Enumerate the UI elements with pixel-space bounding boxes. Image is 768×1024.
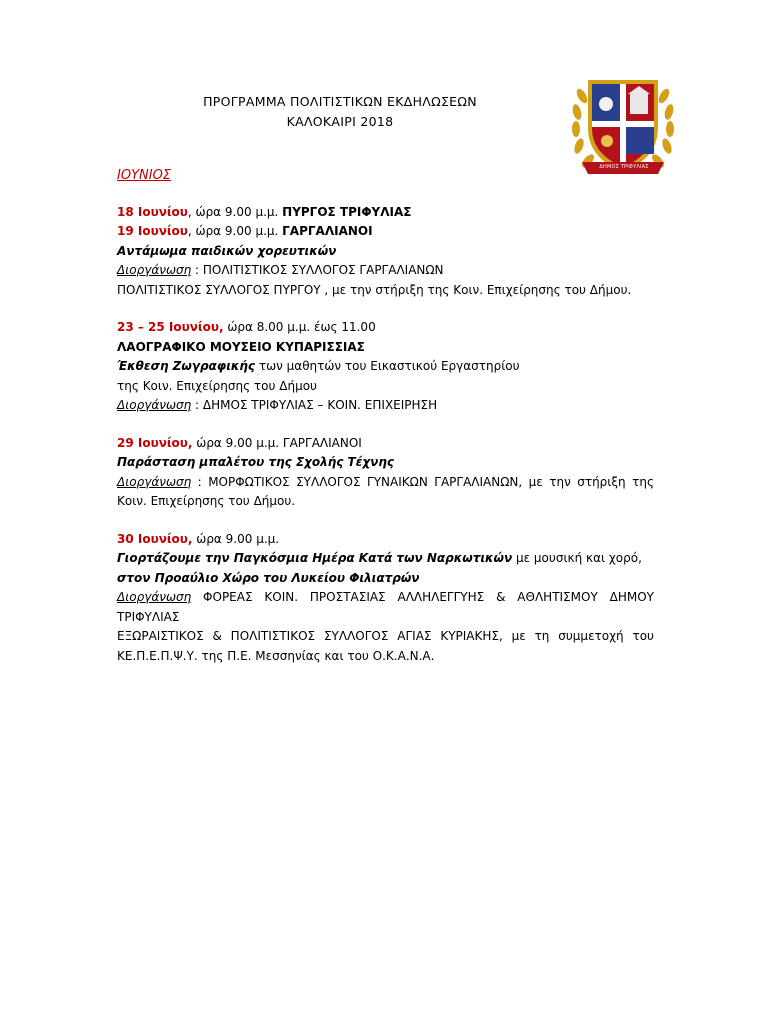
event-title: Γιορτάζουμε την Παγκόσμια Ημέρα Κατά των Ναρκωτικών [117, 551, 513, 565]
event-date: 19 Ιουνίου [117, 224, 188, 238]
event-date: 29 Ιουνίου, [117, 435, 193, 450]
event-date-line [117, 434, 654, 454]
organizer-text: ΦΟΡΕΑΣ ΚΟΙΝ. ΠΡΟΣΤΑΣΙΑΣ ΑΛΛΗΛΕΓΓΥΗΣ & ΑΘΛΗΤΙΣΜΟΥ ΔΗΜΟΥ ΤΡΙΦΥΛΙΑΣ [117, 590, 654, 624]
event-title: Παράσταση μπαλέτου της Σχολής Τέχνης [117, 455, 394, 469]
event-date-line [117, 318, 654, 338]
event-title: Έκθεση Ζωγραφικής [117, 359, 256, 373]
event-place: ΓΑΡΓΑΛΙΑΝΟΙ [282, 224, 373, 238]
organizer-line [117, 396, 654, 416]
event-time: , ώρα 9.00 μ.μ. [187, 224, 283, 238]
organizer-label: Διοργάνωση [117, 474, 192, 489]
organizer-label: Διοργάνωση [117, 263, 192, 277]
event-place: ΛΑΟΓΡΑΦΙΚΟ ΜΟΥΣΕΙΟ ΚΥΠΑΡΙΣΣΙΑΣ [117, 339, 365, 354]
event-description: της Κοιν. Επιχείρησης του Δήμου [117, 378, 317, 393]
month-heading: ΙΟΥΝΙΟΣ [117, 168, 172, 183]
document-body [117, 166, 654, 684]
event-title: Αντάμωμα παιδικών χορευτικών [117, 243, 337, 258]
event-title-line [117, 549, 654, 569]
event-section-june-18-19 [117, 203, 654, 301]
organizer-text: ΠΟΛΙΤΙΣΤΙΚΟΣ ΣΥΛΛΟΓΟΣ ΠΥΡΓΟΥ , με την στήριξη της Κοιν. Επιχείρησης του Δήμου. [117, 282, 632, 297]
event-place: στον Προαύλιο Χώρο του Λυκείου Φιλιατρών [117, 570, 420, 585]
title-line-1: ΠΡΟΓΡΑΜΜΑ ΠΟΛΙΤΙΣΤΙΚΩΝ ΕΚΔΗΛΩΣΕΩΝ [203, 94, 477, 109]
event-date-line [117, 222, 654, 242]
logo-caption: ΔΗΜΟΣ ΤΡΙΦΥΛΙΑΣ [599, 164, 649, 170]
organizer-line [117, 261, 654, 281]
event-description: των μαθητών του Εικαστικού Εργαστηρίου [255, 359, 520, 373]
organizer-label: Διοργάνωση [117, 398, 192, 412]
event-place: ΠΥΡΓΟΣ ΤΡΙΦΥΛΙΑΣ [282, 204, 412, 219]
event-title-line [117, 357, 654, 377]
event-section-june-29 [117, 434, 654, 512]
event-section-june-23-25 [117, 318, 654, 416]
organizer-label: Διοργάνωση [117, 590, 192, 604]
organizer-line [117, 588, 654, 627]
event-time: , ώρα 9.00 μ.μ. [187, 204, 283, 219]
title-line-2: ΚΑΛΟΚΑΙΡΙ 2018 [286, 114, 394, 129]
event-description: με μουσική και χορό, [512, 551, 642, 565]
event-date-line [117, 530, 654, 550]
event-date: 30 Ιουνίου, [117, 531, 193, 546]
event-date: 23 – 25 Ιουνίου, [117, 320, 224, 334]
event-time: ώρα 8.00 μ.μ. έως 11.00 [223, 320, 376, 334]
event-date-line [117, 203, 654, 223]
event-time: ώρα 9.00 μ.μ. [192, 531, 280, 546]
organizer-line [117, 473, 654, 512]
event-date: 18 Ιουνίου [117, 204, 188, 219]
event-section-june-30 [117, 530, 654, 667]
event-time: ώρα 9.00 μ.μ. ΓΑΡΓΑΛΙΑΝΟΙ [192, 435, 362, 450]
organizer-text: ΕΞΩΡΑΙΣΤΙΚΟΣ & ΠΟΛΙΤΙΣΤΙΚΟΣ ΣΥΛΛΟΓΟΣ ΑΓΙΑΣ ΚΥΡΙΑΚΗΣ, με τη συμμετοχή του ΚΕ.Π.Ε.Π.Ψ.Υ. της Π.Ε. Μεσσηνίας και του Ο.Κ.Α.Ν.Α. [117, 629, 654, 663]
organizer-text: : ΠΟΛΙΤΙΣΤΙΚΟΣ ΣΥΛΛΟΓΟΣ ΓΑΡΓΑΛΙΑΝΩΝ [191, 263, 444, 277]
organizer-text: : ΜΟΡΦΩΤΙΚΟΣ ΣΥΛΛΟΓΟΣ ΓΥΝΑΙΚΩΝ ΓΑΡΓΑΛΙΑΝΩΝ, με την στήριξη της Κοιν. Επιχείρησης του Δήμου. [117, 474, 654, 508]
organizer-text: : ΔΗΜΟΣ ΤΡΙΦΥΛΙΑΣ – ΚΟΙΝ. ΕΠΙΧΕΙΡΗΣΗ [191, 398, 438, 412]
